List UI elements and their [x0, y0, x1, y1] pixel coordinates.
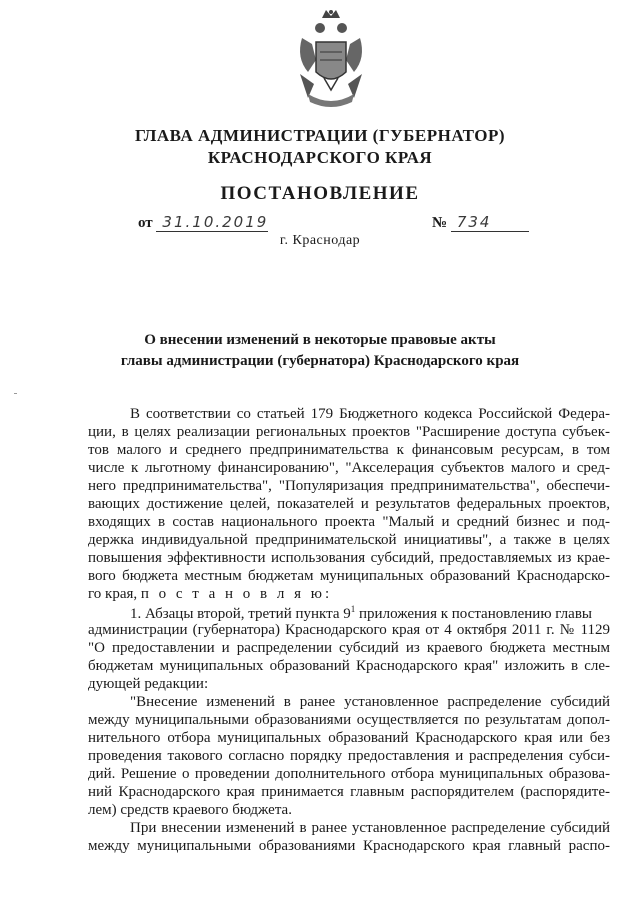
body-line: "Внесение изменений в ранее установленное распределение субсидий	[130, 694, 610, 710]
body-line: При внесении изменений в ранее установленное распределение субсидий	[130, 820, 610, 836]
body-line: входящих в состав национального проекта "Малый и средний бизнес и под-	[88, 514, 610, 530]
body-line: держка индивидуальной предпринимательской инициативы", а также в целях	[88, 532, 610, 548]
document-subject	[0, 330, 640, 372]
document-number	[432, 213, 529, 232]
subject-line2: главы администрации (губернатора) Краснодарского края	[120, 353, 520, 369]
body-line: дующей редакции:	[88, 676, 209, 692]
document-type-title: ПОСТАНОВЛЕНИЕ	[220, 183, 420, 204]
body-line-fragment: приложения к постановлению главы	[355, 606, 592, 622]
date-value: 31.10.2019	[156, 213, 268, 232]
body-line: между муниципальными образованиями осуществляется по результатам допол-	[88, 712, 610, 728]
body-line: дий. Решение о проведении дополнительного отбора муниципальных образова-	[88, 766, 610, 782]
body-line: бюджетам муниципальных образований Краснодарского края" изложить в сле-	[88, 658, 610, 674]
superscript: 1	[350, 604, 356, 614]
body-line	[130, 604, 592, 623]
body-line: вого бюджета местным бюджетам муниципальных образований Краснодарско-	[88, 568, 610, 584]
number-label: №	[432, 215, 448, 231]
body-line: администрации (губернатора) Краснодарского края от 4 октября 2011 г. № 1129	[88, 622, 610, 638]
body-line: числе к льготному финансированию", "Акселерация субъектов малого и сред-	[88, 460, 610, 476]
body-line: тов малого и среднего предпринимательства к финансовым ресурсам, в том	[88, 442, 610, 458]
coat-of-arms-emblem	[294, 8, 368, 110]
resolution-word: п о с т а н о в л я ю:	[140, 586, 333, 602]
body-line: между муниципальными образованиями Краснодарского края главный распо-	[88, 838, 610, 854]
body-line: В соответствии со статьей 179 Бюджетного кодекса Российской Федера-	[130, 406, 610, 422]
body-line: лем) средств краевого бюджета.	[88, 802, 292, 818]
body-line: него предпринимательства", "Популяризация предпринимательства", обеспечи-	[88, 478, 610, 494]
body-line: проведения такового согласно порядку предоставления и распределения субси-	[88, 748, 610, 764]
body-line-fragment: го края,	[88, 586, 138, 602]
city-name: г. Краснодар	[279, 233, 361, 248]
body-line	[88, 586, 332, 603]
body-line: нительного отбора муниципальных образований Краснодарского края или без	[88, 730, 610, 746]
body-line: повышения эффективности использования субсидий, предоставляемых из крае-	[88, 550, 610, 566]
authority-title-line2: КРАСНОДАРСКОГО КРАЯ	[207, 148, 433, 167]
body-line: ции, в целях реализации региональных проектов "Расширение доступа субъек-	[88, 424, 610, 440]
body-line-fragment: 1. Абзацы второй, третий пункта 9	[130, 606, 351, 622]
date-label: от	[138, 215, 153, 231]
scan-speck	[14, 393, 17, 394]
authority-title-line1: ГЛАВА АДМИНИСТРАЦИИ (ГУБЕРНАТОР)	[134, 126, 505, 145]
document-date	[138, 213, 268, 232]
body-line: "О предоставлении и распределении субсидий из краевого бюджета местным	[88, 640, 610, 656]
subject-line1: О внесении изменений в некоторые правовые акты	[144, 332, 496, 348]
number-value: 734	[451, 213, 529, 232]
body-line: ний Краснодарского края принимается главным распорядителем (распорядите-	[88, 784, 610, 800]
body-line: вающих достижение целей, показателей и результатов федеральных проектов,	[88, 496, 610, 512]
